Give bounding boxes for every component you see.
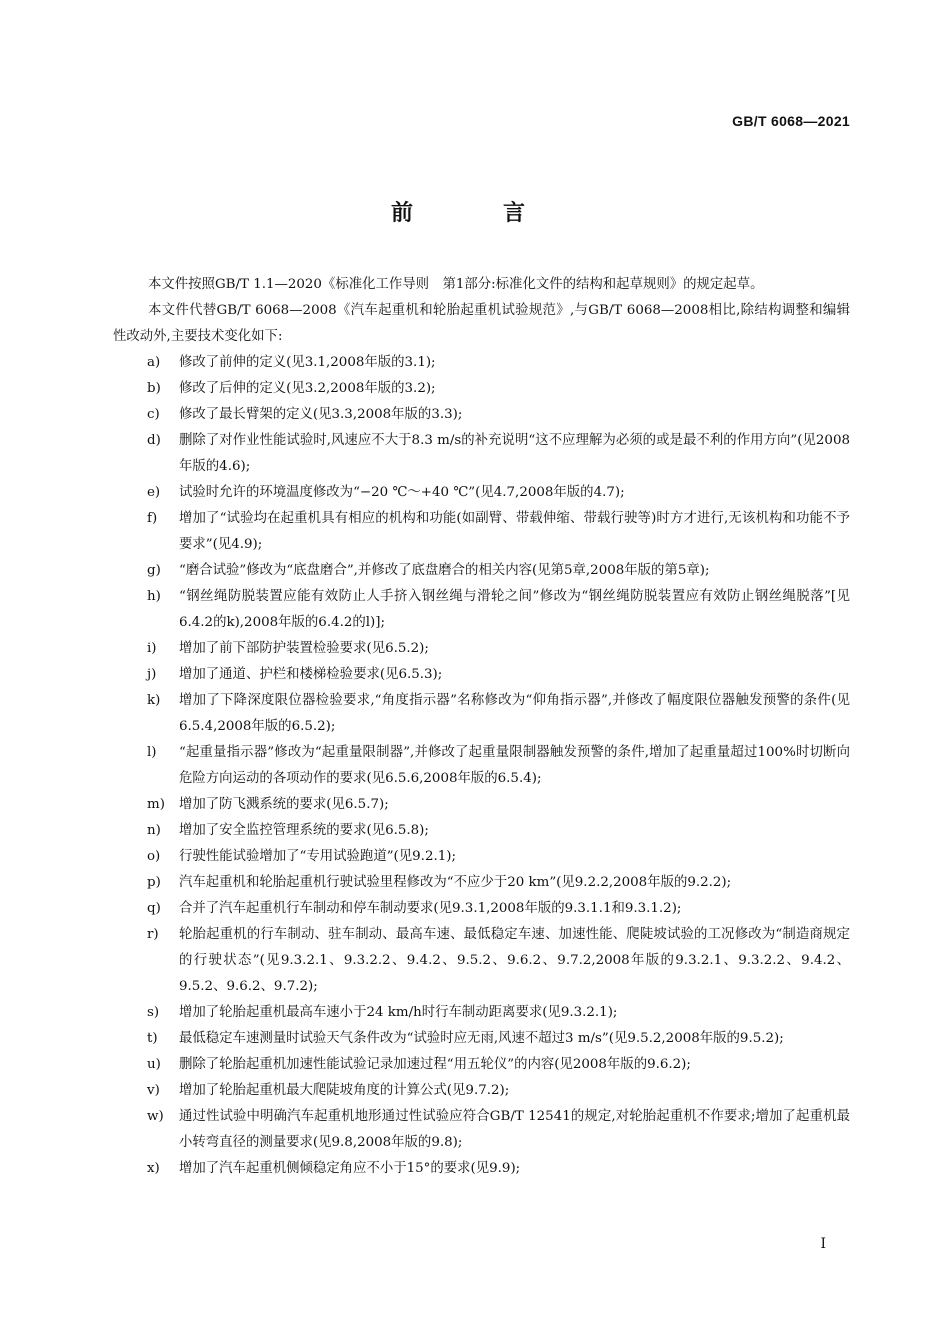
list-item-marker: h): [147, 589, 161, 604]
list-item-text: 修改了前伸的定义(见3.1,2008年版的3.1);: [179, 355, 436, 370]
list-item: [113, 792, 850, 818]
list-item-text: 增加了前下部防护装置检验要求(见6.5.2);: [179, 641, 429, 656]
list-item-marker: v): [147, 1083, 160, 1098]
list-item-marker: s): [147, 1005, 160, 1020]
list-item-text: 修改了最长臂架的定义(见3.3,2008年版的3.3);: [179, 407, 463, 422]
list-item-marker: l): [147, 745, 157, 760]
list-item-marker: w): [147, 1109, 164, 1124]
list-item-marker: e): [147, 485, 161, 500]
list-item: [113, 402, 850, 428]
document-body: [113, 272, 850, 1182]
list-item-text: 增加了轮胎起重机最大爬陡坡角度的计算公式(见9.7.2);: [179, 1083, 510, 1098]
list-item-marker: k): [147, 693, 161, 708]
list-item: [113, 350, 850, 376]
list-item-marker: a): [147, 355, 161, 370]
list-item: [113, 1052, 850, 1078]
list-item-text: 增加了轮胎起重机最高车速小于24 km/h时行车制动距离要求(见9.3.2.1);: [179, 1005, 618, 1020]
page-title: 前 言: [390, 201, 559, 226]
list-item-text: 增加了下降深度限位器检验要求,“角度指示器”名称修改为“仰角指示器”,并修改了幅度限位器触发预警的条件(见6.5.4,2008年版的6.5.2);: [179, 693, 850, 734]
list-item-marker: t): [147, 1031, 158, 1046]
list-item-text: 增加了通道、护栏和楼梯检验要求(见6.5.3);: [179, 667, 443, 682]
list-item-text: 删除了对作业性能试验时,风速应不大于8.3 m/s的补充说明“这不应理解为必须的或是最不利的作用方向”(见2008年版的4.6);: [179, 433, 850, 474]
list-item: [113, 922, 850, 1000]
list-item-marker: g): [147, 563, 161, 578]
list-item: [113, 1156, 850, 1182]
list-item-marker: r): [147, 927, 159, 942]
list-item: [113, 506, 850, 558]
list-item: [113, 1026, 850, 1052]
list-item-marker: n): [147, 823, 161, 838]
list-item-text: 增加了安全监控管理系统的要求(见6.5.8);: [179, 823, 429, 838]
list-item: [113, 896, 850, 922]
list-item-marker: p): [147, 875, 161, 890]
list-item: [113, 558, 850, 584]
list-item: [113, 844, 850, 870]
list-item: [113, 428, 850, 480]
paragraph: 本文件代替GB/T 6068—2008《汽车起重机和轮胎起重机试验规范》,与GB/T 6068—2008相比,除结构调整和编辑性改动外,主要技术变化如下:: [113, 303, 850, 344]
list-item-marker: o): [147, 849, 161, 864]
list-item: [113, 818, 850, 844]
list-item-marker: q): [147, 901, 161, 916]
list-item-text: 通过性试验中明确汽车起重机地形通过性试验应符合GB/T 12541的规定,对轮胎起重机不作要求;增加了起重机最小转弯直径的测量要求(见9.8,2008年版的9.8);: [179, 1109, 850, 1150]
list-item-text: “起重量指示器”修改为“起重量限制器”,并修改了起重量限制器触发预警的条件,增加了起重量超过100%时切断向危险方向运动的各项动作的要求(见6.5.6,2008年版的6.5.4);: [179, 745, 850, 786]
list-item-marker: d): [147, 433, 161, 448]
list-item: [113, 1104, 850, 1156]
list-item-text: “磨合试验”修改为“底盘磨合”,并修改了底盘磨合的相关内容(见第5章,2008年版的第5章);: [179, 563, 710, 578]
list-item: [113, 688, 850, 740]
list-item-marker: b): [147, 381, 161, 396]
list-item-marker: j): [147, 667, 157, 682]
list-item-text: 删除了轮胎起重机加速性能试验记录加速过程“用五轮仪”的内容(见2008年版的9.6.2);: [179, 1057, 691, 1072]
paragraph: 本文件按照GB/T 1.1—2020《标准化工作导则 第1部分:标准化文件的结构和起草规则》的规定起草。: [148, 277, 764, 292]
list-item-marker: m): [147, 797, 165, 812]
list-item-text: 合并了汽车起重机行车制动和停车制动要求(见9.3.1,2008年版的9.3.1.1和9.3.1.2);: [179, 901, 682, 916]
list-item-text: 行驶性能试验增加了“专用试验跑道”(见9.2.1);: [179, 849, 456, 864]
change-list: [113, 350, 850, 1182]
list-item-text: 修改了后伸的定义(见3.2,2008年版的3.2);: [179, 381, 436, 396]
list-item: [113, 480, 850, 506]
list-item-text: 增加了“试验均在起重机具有相应的机构和功能(如副臂、带载伸缩、带载行驶等)时方才进行,无该机构和功能不予要求”(见4.9);: [179, 511, 850, 552]
list-item-text: 增加了防飞溅系统的要求(见6.5.7);: [179, 797, 389, 812]
page-number: I: [820, 1236, 826, 1252]
list-item: [113, 376, 850, 402]
list-item: [113, 662, 850, 688]
list-item: [113, 1078, 850, 1104]
list-item-text: 轮胎起重机的行车制动、驻车制动、最高车速、最低稳定车速、加速性能、爬陡坡试验的工况修改为“制造商规定的行驶状态”(见9.3.2.1、9.3.2.2、9.4.2、9.5.2、9.6.2、9.7.2,2008年版的9.3.2.1、9.3.2.2、9.4.2、9.5.2、9.6.2、9.7.2);: [179, 927, 850, 994]
list-item-marker: x): [147, 1161, 160, 1176]
list-item: [113, 1000, 850, 1026]
list-item: [113, 636, 850, 662]
list-item-text: 汽车起重机和轮胎起重机行驶试验里程修改为“不应少于20 km”(见9.2.2,2008年版的9.2.2);: [179, 875, 732, 890]
list-item-text: 试验时允许的环境温度修改为“−20 ℃～+40 ℃”(见4.7,2008年版的4.7);: [179, 485, 625, 500]
list-item-marker: c): [147, 407, 160, 422]
document-code: GB/T 6068—2021: [732, 113, 850, 129]
list-item-text: “钢丝绳防脱装置应能有效防止人手挤入钢丝绳与滑轮之间”修改为“钢丝绳防脱装置应有效防止钢丝绳脱落”[见6.4.2的k),2008年版的6.4.2的l)];: [179, 589, 850, 630]
list-item: [113, 584, 850, 636]
list-item: [113, 870, 850, 896]
list-item-marker: i): [147, 641, 157, 656]
list-item-marker: f): [147, 511, 158, 526]
list-item-text: 最低稳定车速测量时试验天气条件改为“试验时应无雨,风速不超过3 m/s”(见9.5.2,2008年版的9.5.2);: [179, 1031, 784, 1046]
list-item: [113, 740, 850, 792]
list-item-marker: u): [147, 1057, 161, 1072]
list-item-text: 增加了汽车起重机侧倾稳定角应不小于15°的要求(见9.9);: [179, 1161, 521, 1176]
